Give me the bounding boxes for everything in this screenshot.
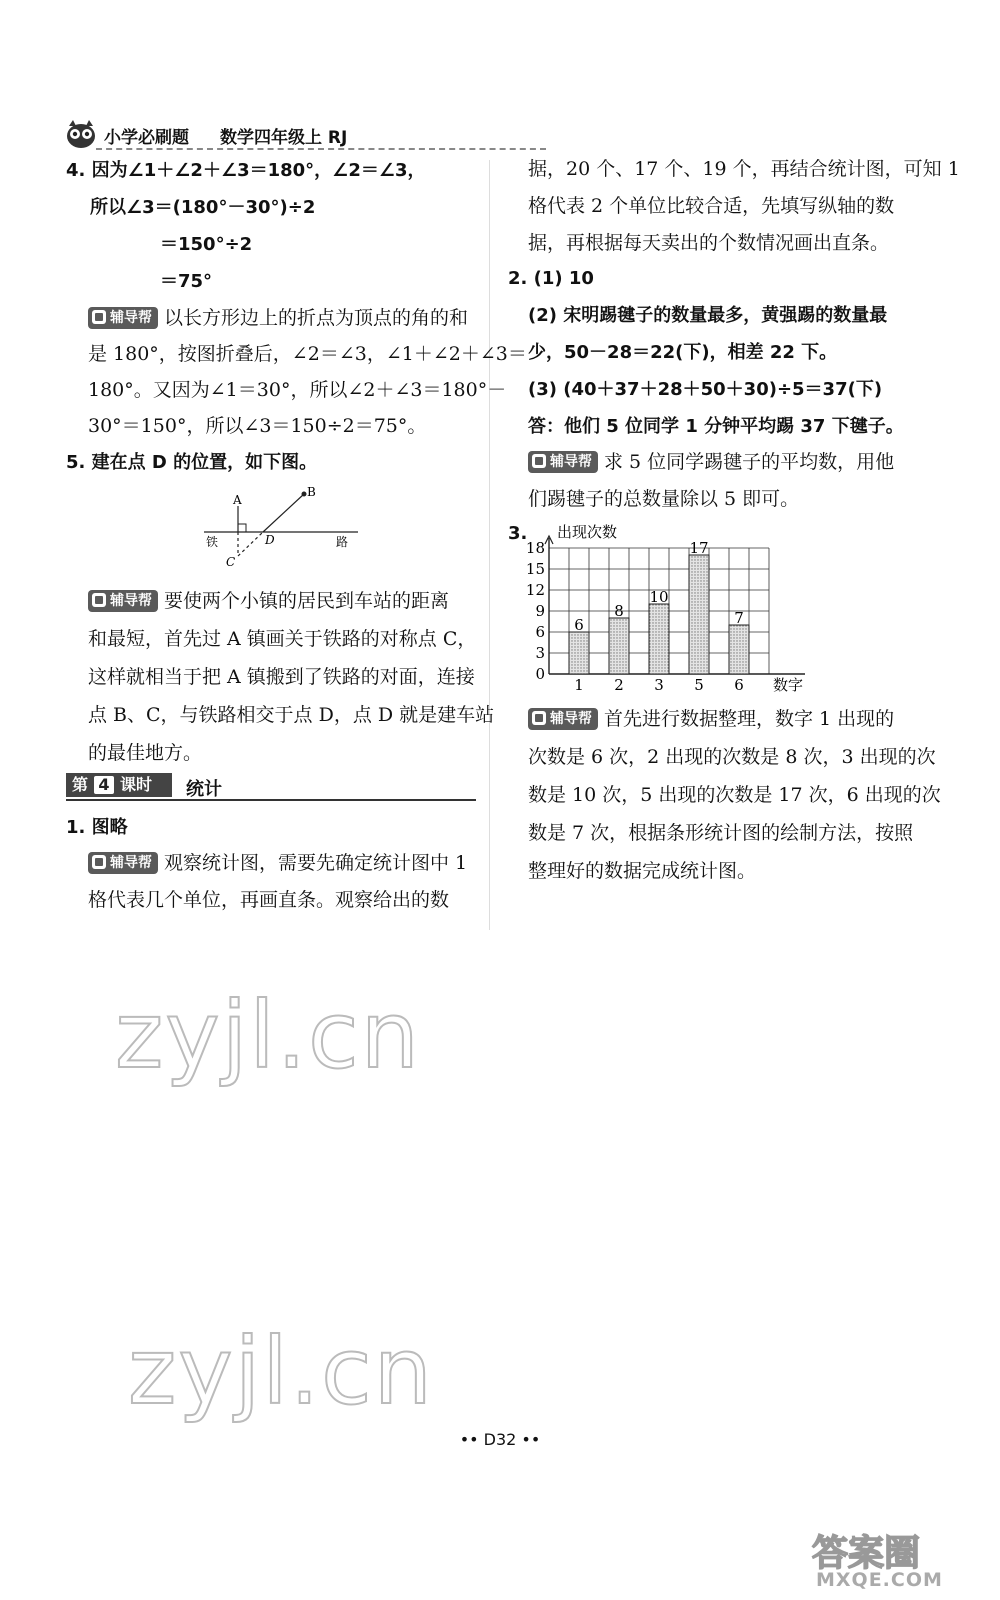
- y-tick-label: 9: [535, 602, 545, 620]
- bar: [609, 618, 629, 674]
- lesson-header: [66, 773, 476, 801]
- label-C: C: [226, 555, 236, 569]
- brand-title: 小学必刷题: [104, 128, 189, 148]
- q2-part2a: (2) 宋明踢毽子的数量最多，黄强踢的数量最: [528, 305, 888, 326]
- label-A: A: [233, 493, 242, 507]
- railway-figure: [196, 482, 366, 572]
- label-D: D: [265, 533, 275, 547]
- q2-answer: 答：他们 5 位同学 1 分钟平均踢 37 下毽子。: [528, 416, 904, 437]
- q4-hint-line4: 30°＝150°，所以∠3＝150÷2＝75°。: [88, 415, 427, 437]
- q5-line1: 5. 建在点 D 的位置，如下图。: [66, 452, 318, 473]
- header: [64, 118, 484, 152]
- q4-hint-line2: 是 180°，按图折叠后，∠2＝∠3，∠1＋∠2＋∠3＝: [88, 343, 527, 365]
- bar-value-label: 6: [574, 616, 584, 634]
- q5-hint-line5: 的最佳地方。: [88, 742, 203, 764]
- lesson-tag: 第 4 课时: [66, 773, 172, 797]
- q3-hint-line2: 次数是 6 次，2 出现的次数是 8 次，3 出现的次: [528, 746, 936, 768]
- bar-value-label: 17: [689, 539, 709, 557]
- q5-hint-line2: 和最短，首先过 A 镇画关于铁路的对称点 C，: [88, 628, 477, 650]
- lesson-title: 统计: [186, 779, 222, 800]
- y-tick-label: 6: [535, 623, 545, 641]
- q2-hint-line2: 们踢毽子的总数量除以 5 即可。: [528, 488, 800, 510]
- q4-hint-line3: 180°。又因为∠1＝30°，所以∠2＋∠3＝180°－: [88, 379, 507, 401]
- q4-line4: ＝75°: [160, 271, 213, 292]
- bar: [649, 604, 669, 674]
- q5-hint-line3: 这样就相当于把 A 镇搬到了铁路的对面，连接: [88, 666, 475, 688]
- bar-value-label: 8: [614, 602, 624, 620]
- q2-part2b: 少，50－28＝22(下)，相差 22 下。: [528, 342, 838, 363]
- q3-hint-line1: 辅导帮 首先进行数据整理，数字 1 出现的: [528, 707, 894, 731]
- subject-title: 数学四年级上 RJ: [220, 128, 348, 148]
- x-tick-label: 5: [694, 676, 704, 694]
- q3-hint-line3: 数是 10 次，5 出现的次数是 17 次，6 出现的次: [528, 784, 941, 806]
- q1-hint-line2: 格代表几个单位，再画直条。观察给出的数: [88, 889, 450, 911]
- q3-hint-line4: 数是 7 次，根据条形统计图的绘制方法，按照: [528, 822, 914, 844]
- right-angle-mark: [238, 524, 246, 532]
- hint-icon: [92, 310, 106, 324]
- hint-icon: [532, 711, 546, 725]
- q4-line2: 所以∠3＝(180°－30°)÷2: [90, 197, 316, 218]
- q2-part1: 2. (1) 10: [508, 268, 594, 289]
- hint-badge: 辅导帮: [88, 590, 158, 612]
- q2-hint-line1: 辅导帮 求 5 位同学踢毽子的平均数，用他: [528, 450, 894, 474]
- label-rail2: 路: [336, 535, 349, 549]
- q4-line3: ＝150°÷2: [160, 234, 253, 255]
- hint-badge: 辅导帮: [88, 852, 158, 874]
- corner-logo: [812, 1525, 987, 1595]
- q3-number: 3.: [508, 523, 528, 544]
- x-tick-label: 6: [734, 676, 744, 694]
- q4-line1: 4. 因为∠1＋∠2＋∠3＝180°，∠2＝∠3，: [66, 160, 426, 181]
- point-B: [302, 492, 307, 497]
- hint-icon: [92, 855, 106, 869]
- q3-hint-line5: 整理好的数据完成统计图。: [528, 860, 757, 882]
- hint-icon: [92, 593, 106, 607]
- hint-icon: [532, 454, 546, 468]
- y-tick-label: 18: [525, 539, 545, 557]
- q5-hint-line4: 点 B、C，与铁路相交于点 D，点 D 就是建车站: [88, 704, 495, 726]
- header-dashed-rule: [96, 148, 546, 150]
- q2-part3: (3) (40＋37＋28＋50＋30)÷5＝37(下): [528, 379, 883, 400]
- hint-badge: 辅导帮: [88, 307, 158, 329]
- corner-logo-main: 答案圈: [812, 1533, 921, 1574]
- hint-badge: 辅导帮: [528, 708, 598, 730]
- segment-DC-dashed: [238, 532, 263, 556]
- watermark-1: zyjl.cn: [115, 982, 421, 1089]
- footer-dots-left: ••: [459, 1430, 484, 1449]
- x-tick-label: 3: [654, 676, 664, 694]
- bar-chart: [520, 520, 820, 695]
- x-tick-label: 1: [574, 676, 584, 694]
- bar: [689, 555, 709, 674]
- label-rail1: 铁: [206, 535, 219, 549]
- q5-hint-line1: 辅导帮 要使两个小镇的居民到车站的距离: [88, 589, 449, 613]
- x-tick-label: 2: [614, 676, 624, 694]
- page-number: D32: [483, 1430, 517, 1449]
- bar-value-label: 10: [649, 588, 669, 606]
- q1-hint-line1: 辅导帮 观察统计图，需要先确定统计图中 1: [88, 851, 467, 875]
- q1-line1: 1. 图略: [66, 817, 128, 838]
- bar: [569, 632, 589, 674]
- r-cont-line2: 格代表 2 个单位比较合适，先填写纵轴的数: [528, 195, 895, 217]
- r-cont-line3: 据，再根据每天卖出的个数情况画出直条。: [528, 232, 890, 254]
- label-B: B: [307, 485, 316, 499]
- footer-dots-right: ••: [516, 1430, 541, 1449]
- corner-logo-domain: MXQE.COM: [816, 1569, 943, 1591]
- y-tick-label: 3: [535, 644, 545, 662]
- watermark-2: zyjl.cn: [128, 1318, 434, 1425]
- q4-hint-line1: 辅导帮 以长方形边上的折点为顶点的角的和: [88, 306, 468, 330]
- segment-BD: [263, 494, 304, 532]
- r-cont-line1: 据，20 个、17 个、19 个，再结合统计图，可知 1: [528, 158, 960, 180]
- hint-badge: 辅导帮: [528, 451, 598, 473]
- y-axis-title: 出现次数: [557, 523, 618, 541]
- y-tick-label: 0: [535, 665, 545, 683]
- x-axis-title: 数字: [773, 676, 804, 694]
- y-tick-label: 12: [525, 581, 545, 599]
- page-footer: [445, 1430, 555, 1449]
- column-separator: [489, 160, 490, 930]
- y-tick-label: 15: [525, 560, 545, 578]
- owl-logo-icon: [64, 118, 98, 150]
- bar: [729, 625, 749, 674]
- bar-value-label: 7: [734, 609, 744, 627]
